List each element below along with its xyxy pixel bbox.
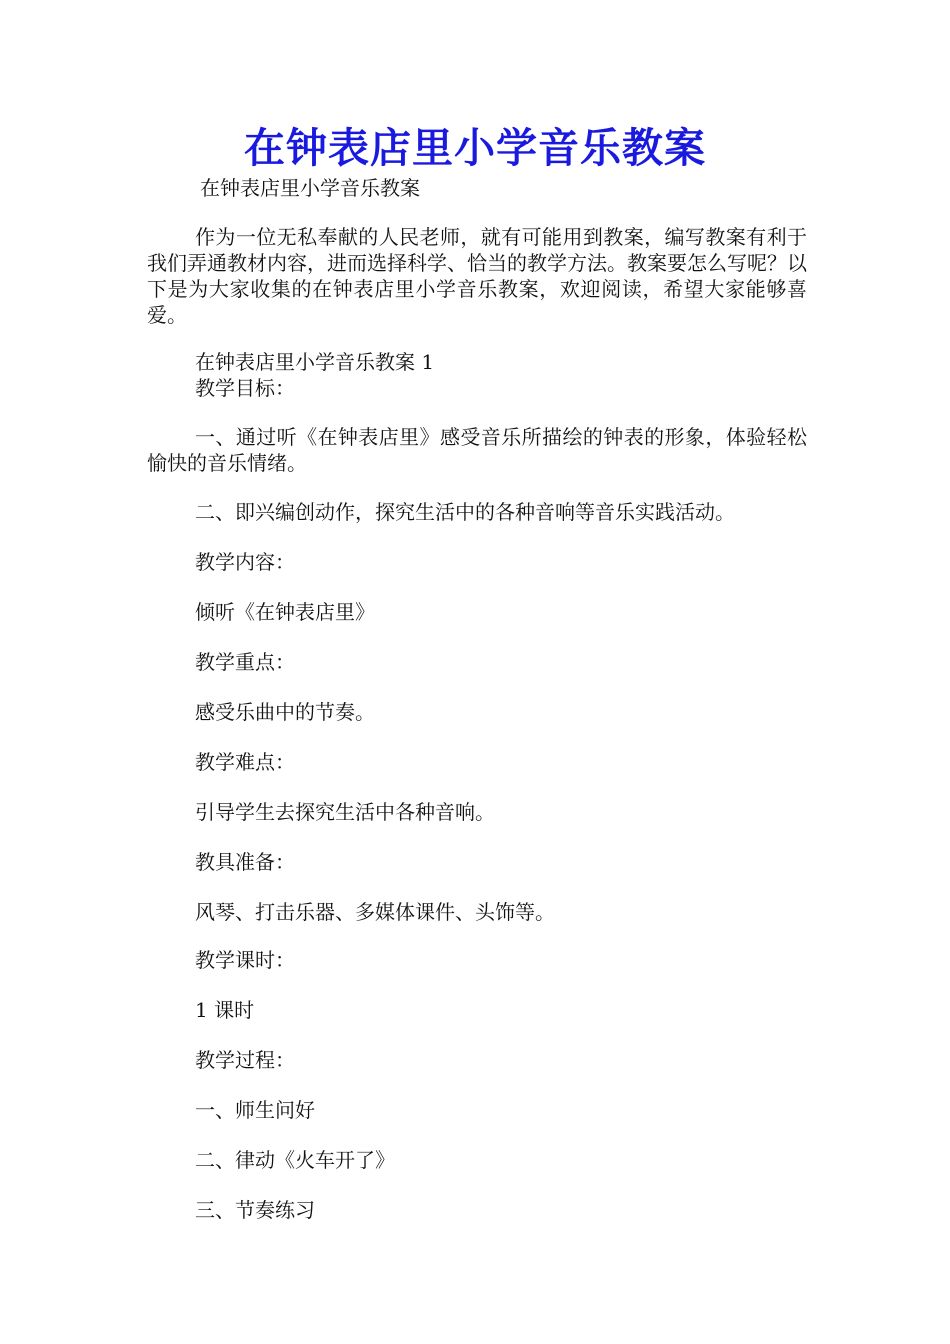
step-3: 三、节奏练习 — [195, 1198, 315, 1222]
hours-value: 1 课时 — [195, 998, 255, 1022]
tools-value: 风琴、打击乐器、多媒体课件、头饰等。 — [195, 900, 555, 924]
document-title: 在钟表店里小学音乐教案 — [244, 124, 706, 172]
step-1: 一、师生问好 — [195, 1098, 315, 1122]
goal-1: 一、通过听《在钟表店里》感受音乐所描绘的钟表的形象，体验轻松愉快的音乐情绪。 — [147, 425, 807, 475]
intro-paragraph: 作为一位无私奉献的人民老师，就有可能用到教案，编写教案有利于我们弄通教材内容，进而选择科学、恰当的教学方法。教案要怎么写呢？以下是为大家收集的在钟表店里小学音乐教案，欢迎阅读，希望大家能够喜爱。 — [147, 225, 807, 327]
key-label: 教学重点： — [195, 650, 295, 674]
content-value: 倾听《在钟表店里》 — [195, 600, 375, 624]
difficulty-value: 引导学生去探究生活中各种音响。 — [195, 800, 495, 824]
step-2: 二、律动《火车开了》 — [195, 1148, 395, 1172]
key-value: 感受乐曲中的节奏。 — [195, 700, 375, 724]
content-label: 教学内容： — [195, 550, 295, 574]
section-heading: 在钟表店里小学音乐教案 1 — [195, 350, 435, 374]
hours-label: 教学课时： — [195, 948, 295, 972]
process-label: 教学过程： — [195, 1048, 295, 1072]
document-subtitle: 在钟表店里小学音乐教案 — [200, 176, 420, 200]
tools-label: 教具准备： — [195, 850, 295, 874]
difficulty-label: 教学难点： — [195, 750, 295, 774]
goal-2: 二、即兴编创动作，探究生活中的各种音响等音乐实践活动。 — [195, 500, 735, 524]
goals-label: 教学目标： — [195, 376, 295, 400]
